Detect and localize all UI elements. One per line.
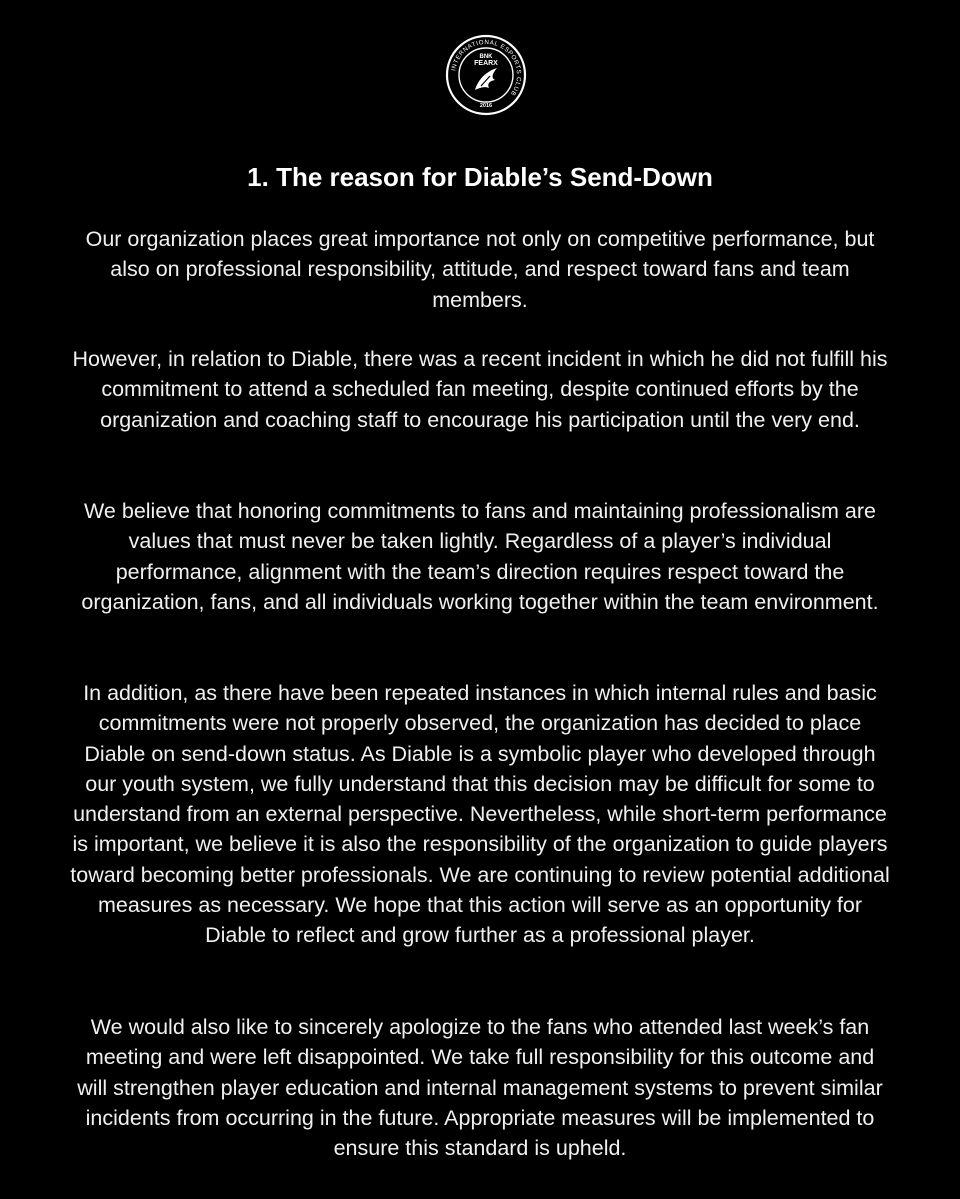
paragraph-incident <box>70 344 890 435</box>
team-logo <box>445 34 527 116</box>
paragraph-text: Our organization places great importance not only on competitive performance, but also on professional responsibility, attitude, and respect toward fans and team members. <box>85 227 875 312</box>
paragraph-text: We would also like to sincerely apologize to the fans who attended last week’s fan meeting and were left disappointed. We take full responsibility for this outcome and will strengthen player education and internal management systems to prevent similar incidents from occurring in the future. Appropriate measures will be implemented to ensure this standard is upheld. <box>77 1015 883 1161</box>
paragraph-apology <box>70 1012 890 1163</box>
paragraph-text: We believe that honoring commitments to fans and maintaining professionalism are values that must never be taken lightly. Regardless of a player’s individual performance, alignment with the team’s direction requires respect toward the organization, fans, and all individuals working together within the team environment. <box>81 499 879 614</box>
svg-text:FEARX: FEARX <box>474 60 498 67</box>
paragraph-decision <box>70 678 890 951</box>
fearx-emblem-icon <box>445 34 527 116</box>
section-title: 1. The reason for Diable’s Send-Down <box>247 162 713 192</box>
svg-text:2016: 2016 <box>479 103 493 109</box>
paragraph-text: However, in relation to Diable, there was a recent incident in which he did not fulfill his commitment to attend a scheduled fan meeting, despite continued efforts by the organization and coaching staff to encourage his participation until the very end. <box>72 347 888 432</box>
svg-text:BNK: BNK <box>479 54 493 60</box>
paragraph-responsibility <box>70 224 890 315</box>
paragraph-values <box>70 496 890 617</box>
svg-text:INTERNATIONAL ESPORTS CLUB: INTERNATIONAL ESPORTS CLUB <box>450 38 523 98</box>
paragraph-text: In addition, as there have been repeated instances in which internal rules and basic commitments were not properly observed, the organization has decided to place Diable on send-down status. As Diable is a symbolic player who developed through our youth system, we fully understand that this decision may be difficult for some to understand from an external perspective. Nevertheless, while short-term performance is important, we believe it is also the responsibility of the organization to guide players toward becoming better professionals. We are continuing to review potential additional measures as necessary. We hope that this action will serve as an opportunity for Diable to reflect and grow further as a professional player. <box>70 681 890 948</box>
